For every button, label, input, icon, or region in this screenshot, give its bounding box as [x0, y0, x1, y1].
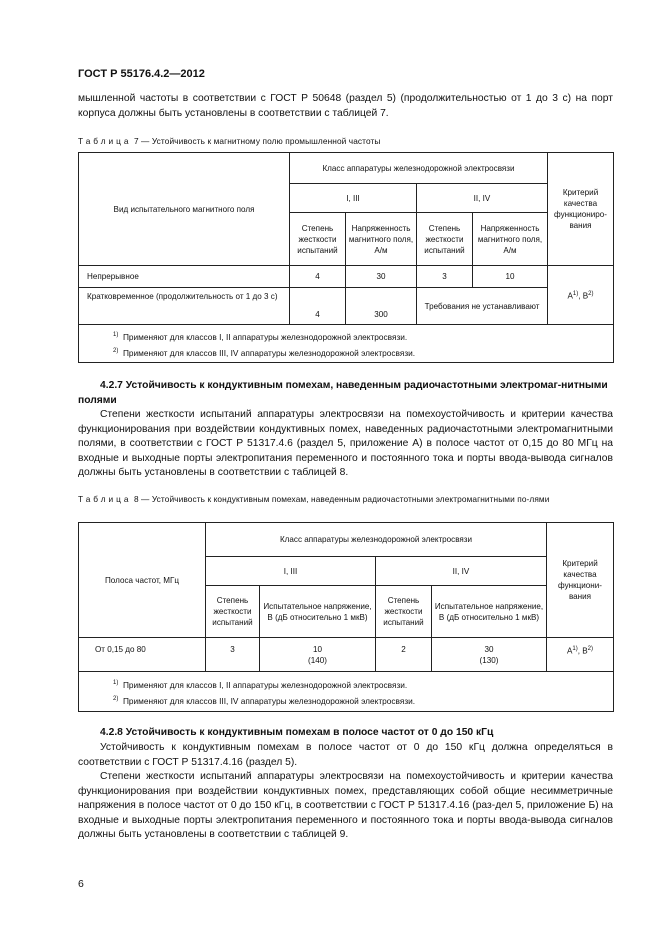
page-number: 6: [78, 878, 84, 890]
section-428-heading: 4.2.8 Устойчивость к кондуктивным помехам в полосе частот от 0 до 150 кГц: [100, 727, 494, 738]
table7-footnote-1: $^{1)}$ Применяют для классов I, II аппаратуры железнодорожной электросвязи.: [113, 331, 408, 342]
table7-row1-sev2: 3: [417, 266, 473, 288]
table7-header-test-field: Вид испытательного магнитного поля: [79, 153, 290, 266]
table7-row1-sev1: 4: [290, 266, 346, 288]
table7-row2-str1: 300: [346, 288, 417, 325]
table8-footnote-2: $^{2)}$ Применяют для классов III, IV аппаратуры железнодорожной электросвязи.: [113, 695, 416, 706]
table8-row-v1: 10 (140): [260, 638, 376, 672]
section-427-heading: 4.2.7 Устойчивость к кондуктивным помехам, наведенным радиочастотными электромаг-нитными полями: [78, 380, 608, 406]
table7-row2-sev1: 4: [290, 288, 346, 325]
document-header: ГОСТ Р 55176.4.2—2012: [78, 68, 205, 80]
table7-header-class: Класс аппаратуры железнодорожной электросвязи: [290, 153, 548, 184]
table7-row1-str2: 10: [473, 266, 548, 288]
table8-header-voltage-2: Испытательное напряжение, В (дБ относительно 1 мкВ): [432, 586, 547, 638]
table-row: [79, 288, 614, 325]
table7-header-severity-1: Степень жесткости испытаний: [290, 213, 346, 266]
section-428-paragraph-1: Устойчивость к кондуктивным помехам в полосе частот от 0 до 150 кГц должна определяться в соответствии с ГОСТ Р 51317.4.16 (раздел 5).: [78, 742, 613, 768]
table-row: [79, 638, 614, 672]
table8-row-sev2: 2: [376, 638, 432, 672]
table8-caption-text: 8 — Устойчивость к кондуктивным помехам, наведенным радиочастотными электромагнитными по-лями: [133, 494, 550, 504]
table8-footnote-1: $^{1)}$ Применяют для классов I, II аппаратуры железнодорожной электросвязи.: [113, 679, 408, 690]
table8-group-2: II, IV: [376, 557, 547, 586]
table8-header-class: Класс аппаратуры железнодорожной электросвязи: [206, 523, 547, 557]
table7-caption-prefix: Таблица: [78, 136, 132, 146]
table7-group-2: II, IV: [417, 184, 548, 213]
table8-header-severity-2: Степень жесткости испытаний: [376, 586, 432, 638]
intro-paragraph: мышленной частоты в соответствии с ГОСТ Р 50648 (раздел 5) (продолжительностью от 1 до 3 с) на порт корпуса должны быть установлены в соответствии с таблицей 7.: [78, 93, 613, 119]
table7-header-strength-2: Напряженность магнитного поля, А/м: [473, 213, 548, 266]
table8-row-v2: 30 (130): [432, 638, 547, 672]
table7-group-1: I, III: [290, 184, 417, 213]
table7-row1-str1: 30: [346, 266, 417, 288]
table8: [78, 522, 614, 712]
table8-row-label: От 0,15 до 80: [79, 638, 206, 672]
table7-caption: [78, 136, 618, 146]
table8-header-voltage-1: Испытательное напряжение, В (дБ относительно 1 мкВ): [260, 586, 376, 638]
table7-header-strength-1: Напряженность магнитного поля, А/м: [346, 213, 417, 266]
table7-footnotes: [79, 325, 614, 363]
table8-header-criterion: Критерий качества функциони-вания: [547, 523, 614, 638]
table7-header-criterion: Критерий качества функциониро-вания: [548, 153, 614, 266]
table7-header-severity-2: Степень жесткости испытаний: [417, 213, 473, 266]
table8-row-criterion: $A^{1)}$, $B^{2)}$: [547, 638, 614, 672]
section-428-paragraph-2: Степени жесткости испытаний аппаратуры электросвязи на помехоустойчивость и критерии качества функционирования при воздействии кондуктивных помех, представляющих собой общие несимметричные напряжения в полосе частот от 0 до 150 кГц, в соответствии с ГОСТ Р 51317.4.16 (раз-дел 5, приложение Б) на входные и выходные порты электропитания переменного и постоянного тока и порты ввода-вывода сигналов должны быть установлены в соответствии с таблицей 9.: [78, 771, 613, 840]
table8-caption: [78, 494, 615, 505]
table7-criterion-cell: $A^{1)}$, $B^{2)}$: [548, 266, 614, 325]
table8-group-1: I, III: [206, 557, 376, 586]
table8-header-severity-1: Степень жесткости испытаний: [206, 586, 260, 638]
table8-header-band: Полоса частот, МГц: [79, 523, 206, 638]
table8-caption-prefix: Таблица: [78, 494, 132, 504]
section-427-paragraph: Степени жесткости испытаний аппаратуры электросвязи на помехоустойчивость и критерии качества функционирования при воздействии кондуктивных помех, наведенных радиочастотными электромагнитными полями, в соответствии с ГОСТ Р 51317.4.6 (раздел 5, приложение А) в полосе частот от 0,15 до 80 МГц на входные и выходные порты электропитания переменного и постоянного тока и порты ввода-вывода сигналов должны быть установлены в соответствии с таблицей 8.: [78, 409, 613, 478]
table7-caption-text: 7 — Устойчивость к магнитному полю промышленной частоты: [133, 136, 381, 146]
table7-row1-label: Непрерывное: [79, 266, 290, 288]
table8-footnotes: [79, 672, 614, 712]
table7-footnote-2: $^{2)}$ Применяют для классов III, IV аппаратуры железнодорожной электросвязи.: [113, 347, 416, 358]
table-row: [79, 266, 614, 288]
table7-row2-label: Кратковременное (продолжительность от 1 до 3 с): [79, 288, 290, 325]
table7: [78, 152, 614, 363]
table7-row2-merged: Требования не устанавливают: [417, 288, 548, 325]
table8-row-sev1: 3: [206, 638, 260, 672]
